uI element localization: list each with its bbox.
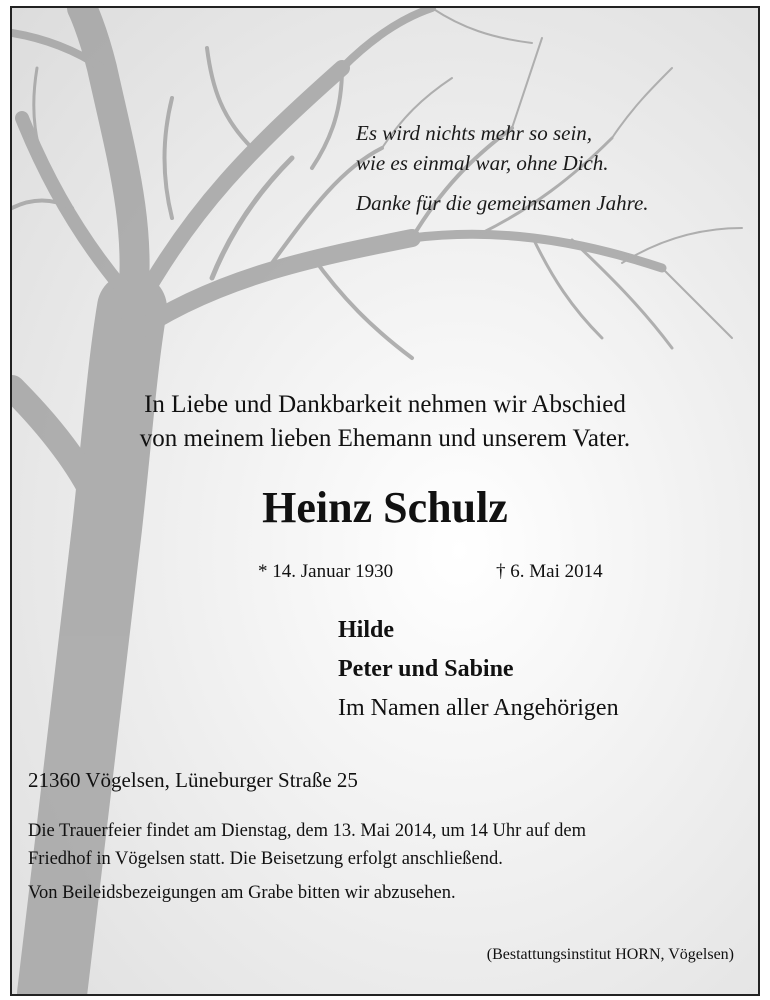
mourner-1: Hilde (338, 617, 395, 643)
funeral-line-3: Von Beileidsbezeigungen am Grabe bitten wir abzusehen. (28, 883, 456, 903)
obituary-card (10, 6, 760, 996)
deceased-name: Heinz Schulz (262, 483, 508, 532)
intro-line-2: von meinem lieben Ehemann und unserem Vater. (139, 425, 631, 452)
mourner-2: Peter und Sabine (338, 656, 514, 682)
death-date: † 6. Mai 2014 (496, 561, 603, 582)
address: 21360 Vögelsen, Lüneburger Straße 25 (28, 768, 358, 792)
quote-line-2: wie es einmal war, ohne Dich. (356, 151, 609, 175)
funeral-line-1: Die Trauerfeier findet am Dienstag, dem 13. Mai 2014, um 14 Uhr auf dem (28, 821, 586, 841)
quote-line-3: Danke für die gemeinsamen Jahre. (356, 191, 649, 215)
intro-line-1: In Liebe und Dankbarkeit nehmen wir Abschied (144, 391, 626, 418)
funeral-line-2: Friedhof in Vögelsen statt. Die Beisetzung erfolgt anschließend. (28, 849, 503, 869)
undertaker: (Bestattungsinstitut HORN, Vögelsen) (486, 946, 734, 963)
birth-date: * 14. Januar 1930 (258, 561, 394, 582)
mourner-3: Im Namen aller Angehörigen (338, 695, 619, 721)
quote-line-1: Es wird nichts mehr so sein, (356, 121, 593, 145)
